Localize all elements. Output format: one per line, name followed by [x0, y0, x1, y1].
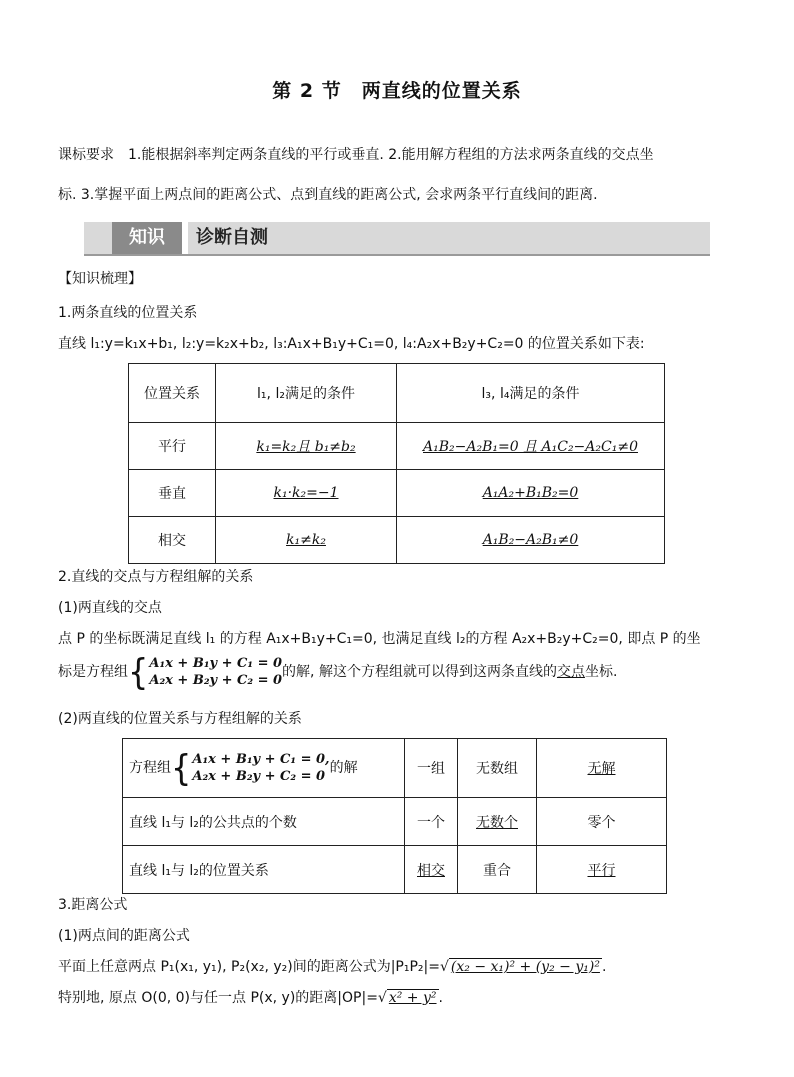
table-cell: 无解: [587, 761, 616, 777]
table-cell: 重合: [458, 846, 537, 894]
banner-divider: [182, 222, 188, 254]
origin-distance-formula: x² + y²: [388, 990, 437, 1006]
table-cell: 相交: [417, 862, 445, 879]
knowledge-heading: 【知识梳理】: [58, 271, 142, 287]
equation: A₁x + B₁y + C₁ = 0,: [192, 752, 330, 767]
equation-system: [149, 655, 282, 689]
section-1-heading: 1.两条直线的位置关系: [58, 305, 198, 321]
banner-tab: 知识: [112, 222, 182, 254]
underlined-answer: 交点: [556, 664, 585, 680]
text: 方程组: [129, 760, 171, 776]
table-cell: A₁B₂−A₂B₁=0 且 A₁C₂−A₂C₁≠0: [423, 439, 638, 455]
section-2-sub-2: (2)两直线的位置关系与方程组解的关系: [58, 711, 302, 727]
section-2-para-1: 点 P 的坐标既满足直线 l₁ 的方程 A₁x+B₁y+C₁=0, 也满足直线 l₂的方程 A₂x+B₂y+C₂=0, 即点 P 的坐: [58, 631, 701, 647]
section-3-sub-1: (1)两点间的距离公式: [58, 928, 190, 944]
text: .: [438, 990, 443, 1006]
section-1-intro: 直线 l₁:y=k₁x+b₁, l₂:y=k₂x+b₂, l₃:A₁x+B₁y+C₁=0, l₄:A₂x+B₂y+C₂=0 的位置关系如下表:: [58, 336, 645, 352]
section-3-heading: 3.距离公式: [58, 897, 128, 913]
text: 特别地, 原点 O(0, 0)与任一点 P(x, y)的距离|OP|=: [58, 990, 378, 1006]
equation: A₂x + B₂y + C₂ = 0: [192, 769, 326, 784]
table-header: l₃, l₄满足的条件: [397, 364, 665, 423]
origin-distance-line: 特别地, 原点 O(0, 0)与任一点 P(x, y)的距离|OP|=√ x² + y² .: [58, 990, 443, 1006]
banner-label: 诊断自测: [196, 227, 268, 248]
table-cell: A₁B₂−A₂B₁≠0: [482, 532, 579, 548]
system-solution-table: [122, 738, 667, 894]
table-cell: 垂直: [129, 470, 216, 517]
text: 的解, 解这个方程组就可以得到这两条直线的: [282, 664, 557, 680]
table-cell: 一个: [405, 798, 458, 846]
table-cell: 一组: [405, 739, 458, 798]
equation: A₂x + B₂y + C₂ = 0: [149, 673, 283, 688]
line-relation-table: [128, 363, 665, 564]
table-cell: 无数个: [476, 814, 518, 831]
table-cell: k₁≠k₂: [286, 532, 326, 548]
page-title: 第 2 节 两直线的位置关系: [272, 80, 522, 102]
table-cell: 无数组: [458, 739, 537, 798]
section-2-heading: 2.直线的交点与方程组解的关系: [58, 569, 254, 585]
table-header: 位置关系: [129, 364, 216, 423]
section-banner: [84, 222, 710, 256]
brace: {: [128, 651, 149, 693]
table-cell: 零个: [537, 798, 667, 846]
text: .: [601, 959, 607, 975]
requirements-line-1: 课标要求 1.能根据斜率判定两条直线的平行或垂直. 2.能用解方程组的方法求两条直线的交点坐: [58, 147, 654, 163]
table-cell: 直线 l₁与 l₂的位置关系: [123, 846, 405, 894]
text: 平面上任意两点 P₁(x₁, y₁), P₂(x₂, y₂)间的距离公式为|P₁P₂|=: [58, 959, 440, 975]
table-cell: 相交: [129, 517, 216, 564]
table-cell: 平行: [587, 862, 616, 879]
equation: A₁x + B₁y + C₁ = 0: [149, 656, 283, 671]
table-cell: 平行: [129, 423, 216, 470]
table-header: l₁, l₂满足的条件: [216, 364, 397, 423]
equation-system: [192, 751, 329, 785]
table-cell: k₁·k₂=−1: [273, 485, 339, 501]
text: 坐标.: [584, 664, 618, 680]
requirements-line-2: 标. 3.掌握平面上两点间的距离公式、点到直线的距离公式, 会求两条平行直线间的距离.: [58, 187, 598, 203]
distance-formula: (x₂ − x₁)² + (y₂ − y₁)²: [450, 959, 600, 975]
section-2-sub-1: (1)两直线的交点: [58, 600, 162, 616]
table-cell: k₁=k₂且 b₁≠b₂: [256, 439, 356, 455]
text: 的解: [329, 760, 358, 776]
section-2-para-2: [58, 652, 617, 692]
table-cell: A₁A₂+B₁B₂=0: [482, 485, 579, 501]
table-cell: 直线 l₁与 l₂的公共点的个数: [123, 798, 405, 846]
brace: {: [171, 747, 192, 789]
table-cell: [123, 739, 405, 798]
distance-formula-line: 平面上任意两点 P₁(x₁, y₁), P₂(x₂, y₂)间的距离公式为|P₁P₂|=√ (x₂ − x₁)² + (y₂ − y₁)² .: [58, 959, 607, 975]
text: 标是方程组: [58, 664, 128, 680]
